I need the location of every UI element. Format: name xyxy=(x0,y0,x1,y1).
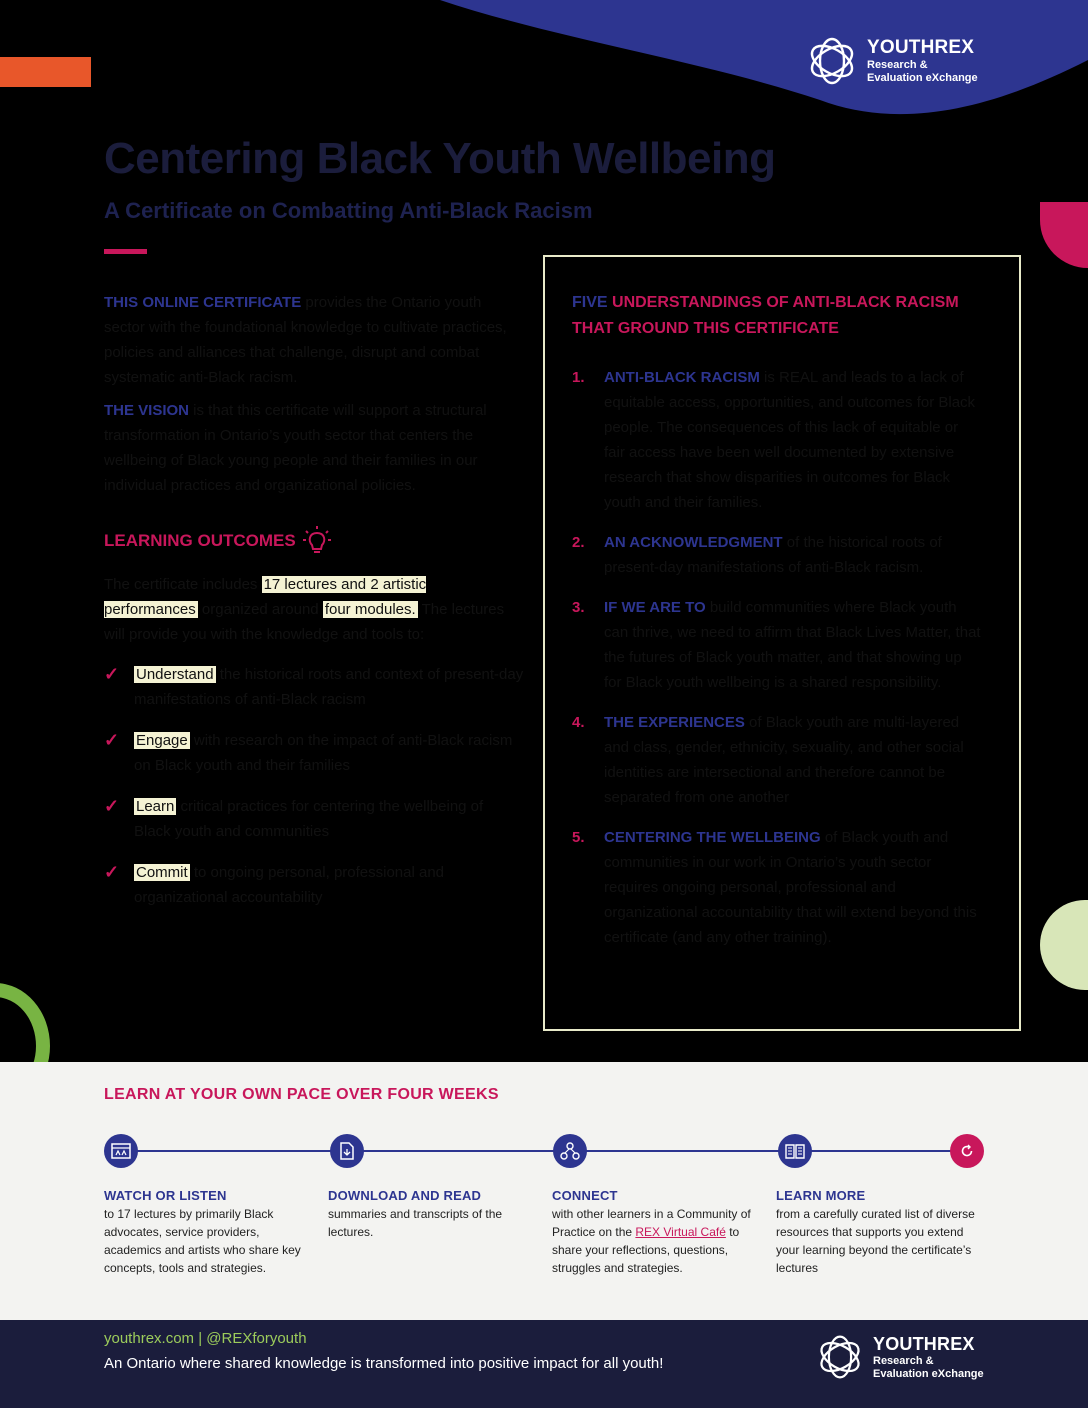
lo-intro-part2: organized around xyxy=(197,601,323,618)
logo-brand: YOUTHREX xyxy=(873,1333,975,1354)
youthrex-logo[interactable] xyxy=(805,34,978,88)
step-watch xyxy=(104,1188,314,1277)
step-text xyxy=(552,1205,762,1277)
outcome-key: Engage xyxy=(136,732,188,749)
book-icon xyxy=(778,1134,812,1168)
rex-virtual-cafe-link[interactable]: REX Virtual Café xyxy=(635,1225,726,1239)
footer-links[interactable]: youthrex.com | @REXforyouth xyxy=(104,1330,307,1347)
list-item xyxy=(572,825,982,950)
checkmark-icon: ✓ xyxy=(104,862,120,882)
list-item xyxy=(104,662,524,712)
item-number: 2. xyxy=(572,534,585,551)
step-text-after: to share your reflections, questions, struggles and strategies. xyxy=(552,1225,740,1275)
item-number: 5. xyxy=(572,829,585,846)
page-subtitle: A Certificate on Combatting Anti-Black Racism xyxy=(104,198,593,223)
item-text: of Black youth are multi-layered and class, gender, ethnicity, sexuality, and other social identities are intersectional and therefore cannot be separated from one another xyxy=(604,714,964,806)
item-number: 4. xyxy=(572,714,585,731)
outcome-key: Learn xyxy=(136,798,175,815)
lo-intro-part1: The certificate includes xyxy=(104,576,262,593)
intro-text: provides the Ontario youth sector with the foundational knowledge to cultivate practices, policies and alliances that challenge, disrupt and combat systematic anti-Black racism. xyxy=(104,294,507,386)
connect-icon xyxy=(553,1134,587,1168)
learning-outcomes-intro xyxy=(104,572,524,647)
orange-accent-bar xyxy=(0,57,91,87)
timeline-line xyxy=(120,1150,960,1152)
step-title: WATCH OR LISTEN xyxy=(104,1188,227,1203)
outcome-key: Commit xyxy=(136,864,188,881)
list-item xyxy=(104,860,524,910)
item-text: build communities where Black youth can thrive, we need to affirm that Black Lives Matter, that the futures of Black youth matter, and that showing up for Black youth wellbeing is a shared responsibility. xyxy=(604,599,981,691)
item-lead: IF WE ARE TO xyxy=(604,599,706,616)
step-text: summaries and transcripts of the lectures. xyxy=(328,1207,503,1239)
logo-line1: Research & xyxy=(873,1354,934,1367)
item-number: 1. xyxy=(572,369,585,386)
green-semicircle-decoration xyxy=(1040,900,1088,990)
download-icon xyxy=(330,1134,364,1168)
checkmark-icon: ✓ xyxy=(104,730,120,750)
lightbulb-icon xyxy=(302,525,332,557)
outcome-text: with research on the impact of anti-Black racism on Black youth and their families xyxy=(134,732,513,774)
list-item xyxy=(572,365,982,515)
item-text: is REAL and leads to a lack of equitable access, opportunities, and outcomes for Black people. The consequences of this lack of equitable or fair access have been well documented by extensive research that show disparities in outcomes for Black youth and their families. xyxy=(604,369,976,511)
understandings-heading xyxy=(572,290,982,342)
item-lead: CENTERING THE WELLBEING xyxy=(604,829,821,846)
item-lead: THE EXPERIENCES xyxy=(604,714,745,731)
youthrex-logo-mark-icon xyxy=(805,34,859,88)
step-title: LEARN MORE xyxy=(776,1188,866,1203)
understandings-heading-navy: FIVE xyxy=(572,294,613,311)
step-title: CONNECT xyxy=(552,1188,618,1203)
pace-heading: LEARN AT YOUR OWN PACE OVER FOUR WEEKS xyxy=(104,1086,499,1103)
vision-paragraph xyxy=(104,398,514,498)
refresh-icon[interactable] xyxy=(950,1134,984,1168)
logo-brand: YOUTHREX xyxy=(867,37,975,58)
step-text-before: with other learners in a Community of Practice on the xyxy=(552,1207,751,1239)
learning-outcomes-heading xyxy=(104,525,332,557)
intro-lead: THIS ONLINE CERTIFICATE xyxy=(104,294,302,311)
lo-intro-part3: The lectures will provide you with the knowledge and tools to: xyxy=(104,601,505,643)
logo-line2: Evaluation eXchange xyxy=(873,1367,984,1380)
intro-paragraph xyxy=(104,290,514,390)
checkmark-icon: ✓ xyxy=(104,664,120,684)
item-text: of the historical roots of present-day manifestations of anti-Black racism. xyxy=(604,534,942,576)
pink-semicircle-decoration xyxy=(1040,202,1088,268)
step-title: DOWNLOAD AND READ xyxy=(328,1188,482,1203)
vision-lead: THE VISION xyxy=(104,402,190,419)
list-item xyxy=(572,530,982,580)
outcome-text: to ongoing personal, professional and organizational accountability xyxy=(134,864,445,906)
vision-text: is that this certificate will support a structural transformation in Ontario’s youth sector that centers the wellbeing of Black young people and their families in our individual practices and organizational policies. xyxy=(104,402,487,494)
logo-line2: Evaluation eXchange xyxy=(867,72,978,84)
watch-icon xyxy=(104,1134,138,1168)
step-text: from a carefully curated list of diverse resources that supports you extend your learning beyond the certificate’s lectures xyxy=(776,1207,975,1275)
footer-tagline: An Ontario where shared knowledge is transformed into positive impact for all youth! xyxy=(104,1355,664,1372)
logo-line1: Research & xyxy=(867,59,928,71)
outcome-text: the historical roots and context of present-day manifestations of anti-Black racism xyxy=(134,666,524,708)
learning-outcomes-list xyxy=(104,662,524,926)
list-item xyxy=(572,595,982,695)
item-lead: AN ACKNOWLEDGMENT xyxy=(604,534,783,551)
understandings-heading-pink: UNDERSTANDINGS OF ANTI-BLACK RACISM THAT GROUND THIS CERTIFICATE xyxy=(572,294,959,337)
item-lead: ANTI-BLACK RACISM xyxy=(604,369,760,386)
list-item xyxy=(572,710,982,810)
item-number: 3. xyxy=(572,599,585,616)
step-learn-more xyxy=(776,1188,986,1277)
title-divider xyxy=(104,249,147,254)
step-text: to 17 lectures by primarily Black advocates, service providers, academics and artists who share key concepts, tools and strategies. xyxy=(104,1207,301,1275)
youthrex-logo-mark-icon xyxy=(815,1332,865,1382)
understandings-list xyxy=(572,365,982,965)
list-item xyxy=(104,794,524,844)
list-item xyxy=(104,728,524,778)
outcome-text: critical practices for centering the wellbeing of Black youth and communities xyxy=(134,798,484,840)
lo-intro-highlight-modules: four modules. xyxy=(324,601,416,618)
footer-youthrex-logo[interactable] xyxy=(815,1332,984,1382)
step-download xyxy=(328,1188,538,1241)
step-connect xyxy=(552,1188,762,1277)
item-text: of Black youth and communities in our work in Ontario’s youth sector requires ongoing personal, professional and organizational accountability that will extend beyond this certificate (and any other training). xyxy=(604,829,977,946)
lo-intro-highlight-lectures: 17 lectures and 2 artistic performances xyxy=(104,576,427,618)
learning-outcomes-title: LEARNING OUTCOMES xyxy=(104,531,296,550)
outcome-key: Understand xyxy=(136,666,214,683)
page-title: Centering Black Youth Wellbeing xyxy=(104,134,776,183)
checkmark-icon: ✓ xyxy=(104,796,120,816)
